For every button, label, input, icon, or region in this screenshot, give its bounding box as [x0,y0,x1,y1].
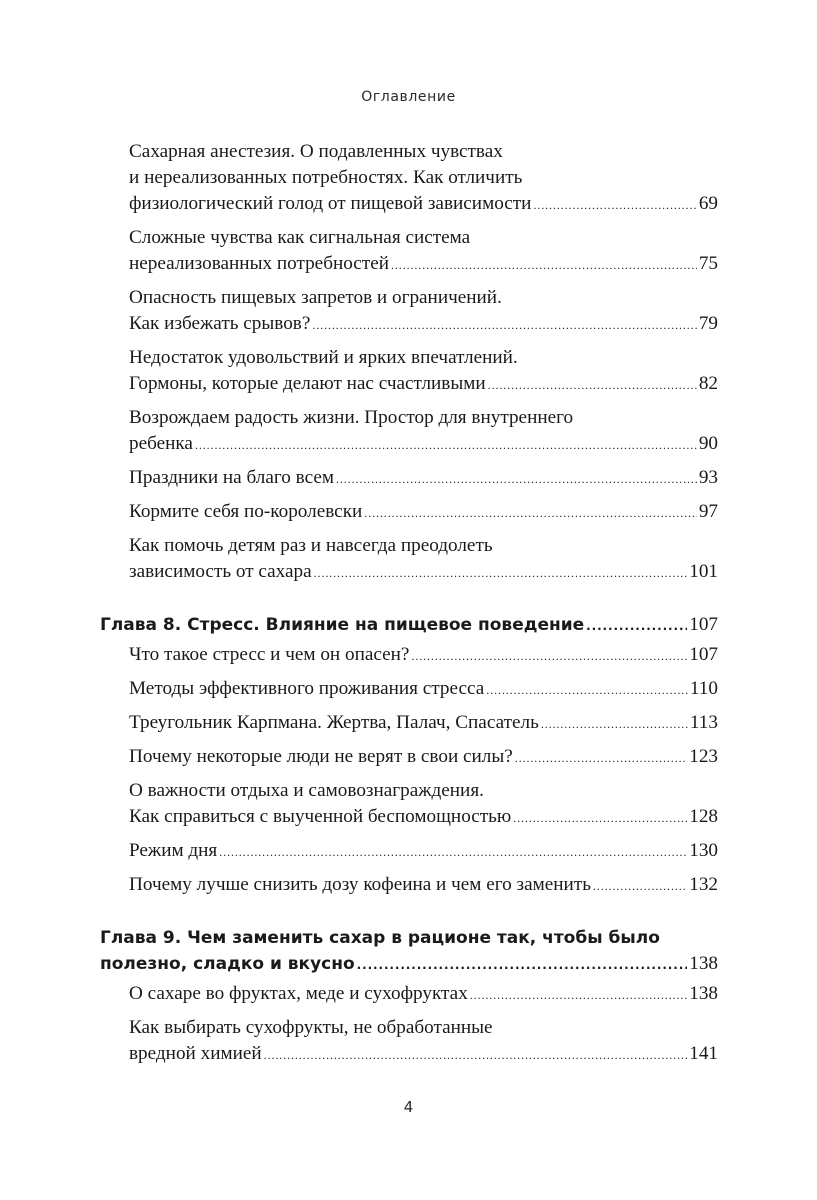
toc-page-number: 79 [698,313,718,334]
toc-entry[interactable] [100,981,718,1008]
toc-page-number: 113 [689,712,718,733]
dot-leader [533,192,696,218]
toc-entry-line: О важности отдыха и самовознаграждения. [129,780,484,801]
toc-page-number: 130 [689,840,718,861]
dot-leader [541,711,688,737]
dot-leader [312,312,696,338]
toc-page-number: 123 [689,746,718,767]
dot-leader [486,677,688,703]
toc-entry[interactable] [100,642,718,669]
toc-entry-line: Недостаток удовольствий и ярких впечатлений. [129,347,518,368]
toc-entry[interactable] [100,744,718,771]
toc-entry-title: Праздники на благо всем [129,467,334,488]
toc-page-number: 93 [698,467,718,488]
toc-entry[interactable] [100,533,718,586]
toc-page-number: 97 [698,501,718,522]
toc-entry-title: Кормите себя по-королевски [129,501,363,522]
toc-entry-title: Что такое стресс и чем он опасен? [129,644,410,665]
toc-entry-title: Режим дня [129,840,218,861]
toc-page-number: 82 [698,373,718,394]
dot-leader [195,432,697,458]
running-header: Оглавление [361,89,456,105]
toc-entry-line: Как выбирать сухофрукты, не обработанные [129,1017,493,1038]
toc-page-number: 90 [698,433,718,454]
toc-page-number: 75 [698,253,718,274]
toc-page-number: 101 [689,561,718,582]
dot-leader [391,252,697,278]
dot-leader [314,560,688,586]
toc-page-number: 110 [689,678,718,699]
chapter-heading[interactable] [100,612,718,639]
dot-leader [411,643,687,669]
toc-entry[interactable] [100,499,718,526]
toc-entry-title: ребенка [129,433,193,454]
dot-leader [219,839,687,865]
toc-entry[interactable] [100,710,718,737]
intro-section [100,139,718,586]
toc-entry-title: Почему некоторые люди не верят в свои силы? [129,746,513,767]
toc-entry-line: Опасность пищевых запретов и ограничений. [129,287,502,308]
toc-page-number: 69 [698,193,718,214]
chapter-title: полезно, сладко и вкусно [100,954,355,974]
toc-entry-title: нереализованных потребностей [129,253,389,274]
toc-page-number: 107 [689,614,718,635]
toc-page-number: 141 [689,1043,718,1064]
toc-entry-line: Сложные чувства как сигнальная система [129,227,471,248]
toc-entry-title: Треугольник Карпмана. Жертва, Палач, Спасатель [129,712,539,733]
toc-entry[interactable] [100,872,718,899]
toc-entry-title: физиологический голод от пищевой зависимости [129,193,532,214]
toc-entry-title: Гормоны, которые делают нас счастливыми [129,373,486,394]
dot-leader [364,500,697,526]
toc-entry-line: Возрождаем радость жизни. Простор для внутреннего [129,407,574,428]
toc-page-number: 138 [689,953,718,974]
toc-entry[interactable] [100,676,718,703]
table-of-contents [100,139,718,1075]
page-number: 4 [403,1098,414,1116]
chapter-title: Глава 8. Стресс. Влияние на пищевое поведение [100,615,585,635]
toc-entry[interactable] [100,465,718,492]
toc-entry[interactable] [100,778,718,831]
toc-page-number: 107 [689,644,718,665]
dot-leader [336,466,697,492]
dot-leader [488,372,697,398]
dot-leader [357,952,688,978]
toc-entry-title: Методы эффективного проживания стресса [129,678,485,699]
toc-entry[interactable] [100,139,718,218]
dot-leader [470,982,687,1008]
chapter-8-section [100,612,718,899]
dot-leader [586,613,687,639]
toc-page-number: 132 [689,874,718,895]
toc-entry-title: Как избежать срывов? [129,313,311,334]
toc-entry-title: зависимость от сахара [129,561,312,582]
chapter-9-section [100,925,718,1068]
chapter-heading[interactable] [100,925,718,978]
toc-entry-line: Как помочь детям раз и навсегда преодолеть [129,535,493,556]
toc-entry[interactable] [100,1015,718,1068]
toc-entry[interactable] [100,405,718,458]
dot-leader [264,1042,688,1068]
dot-leader [513,805,687,831]
toc-entry[interactable] [100,225,718,278]
chapter-title-line: Глава 9. Чем заменить сахар в рационе так, чтобы было [100,928,660,948]
toc-entry-title: Как справиться с выученной беспомощностью [129,806,512,827]
dot-leader [593,873,687,899]
toc-entry-title: вредной химией [129,1043,262,1064]
toc-entry-line: и нереализованных потребностях. Как отличить [129,167,523,188]
toc-page-number: 128 [689,806,718,827]
toc-entry[interactable] [100,345,718,398]
toc-entry-line: Сахарная анестезия. О подавленных чувствах [129,141,503,162]
toc-entry-title: О сахаре во фруктах, меде и сухофруктах [129,983,468,1004]
toc-page-number: 138 [689,983,718,1004]
toc-entry[interactable] [100,838,718,865]
toc-entry[interactable] [100,285,718,338]
dot-leader [515,745,687,771]
toc-entry-title: Почему лучше снизить дозу кофеина и чем его заменить [129,874,591,895]
